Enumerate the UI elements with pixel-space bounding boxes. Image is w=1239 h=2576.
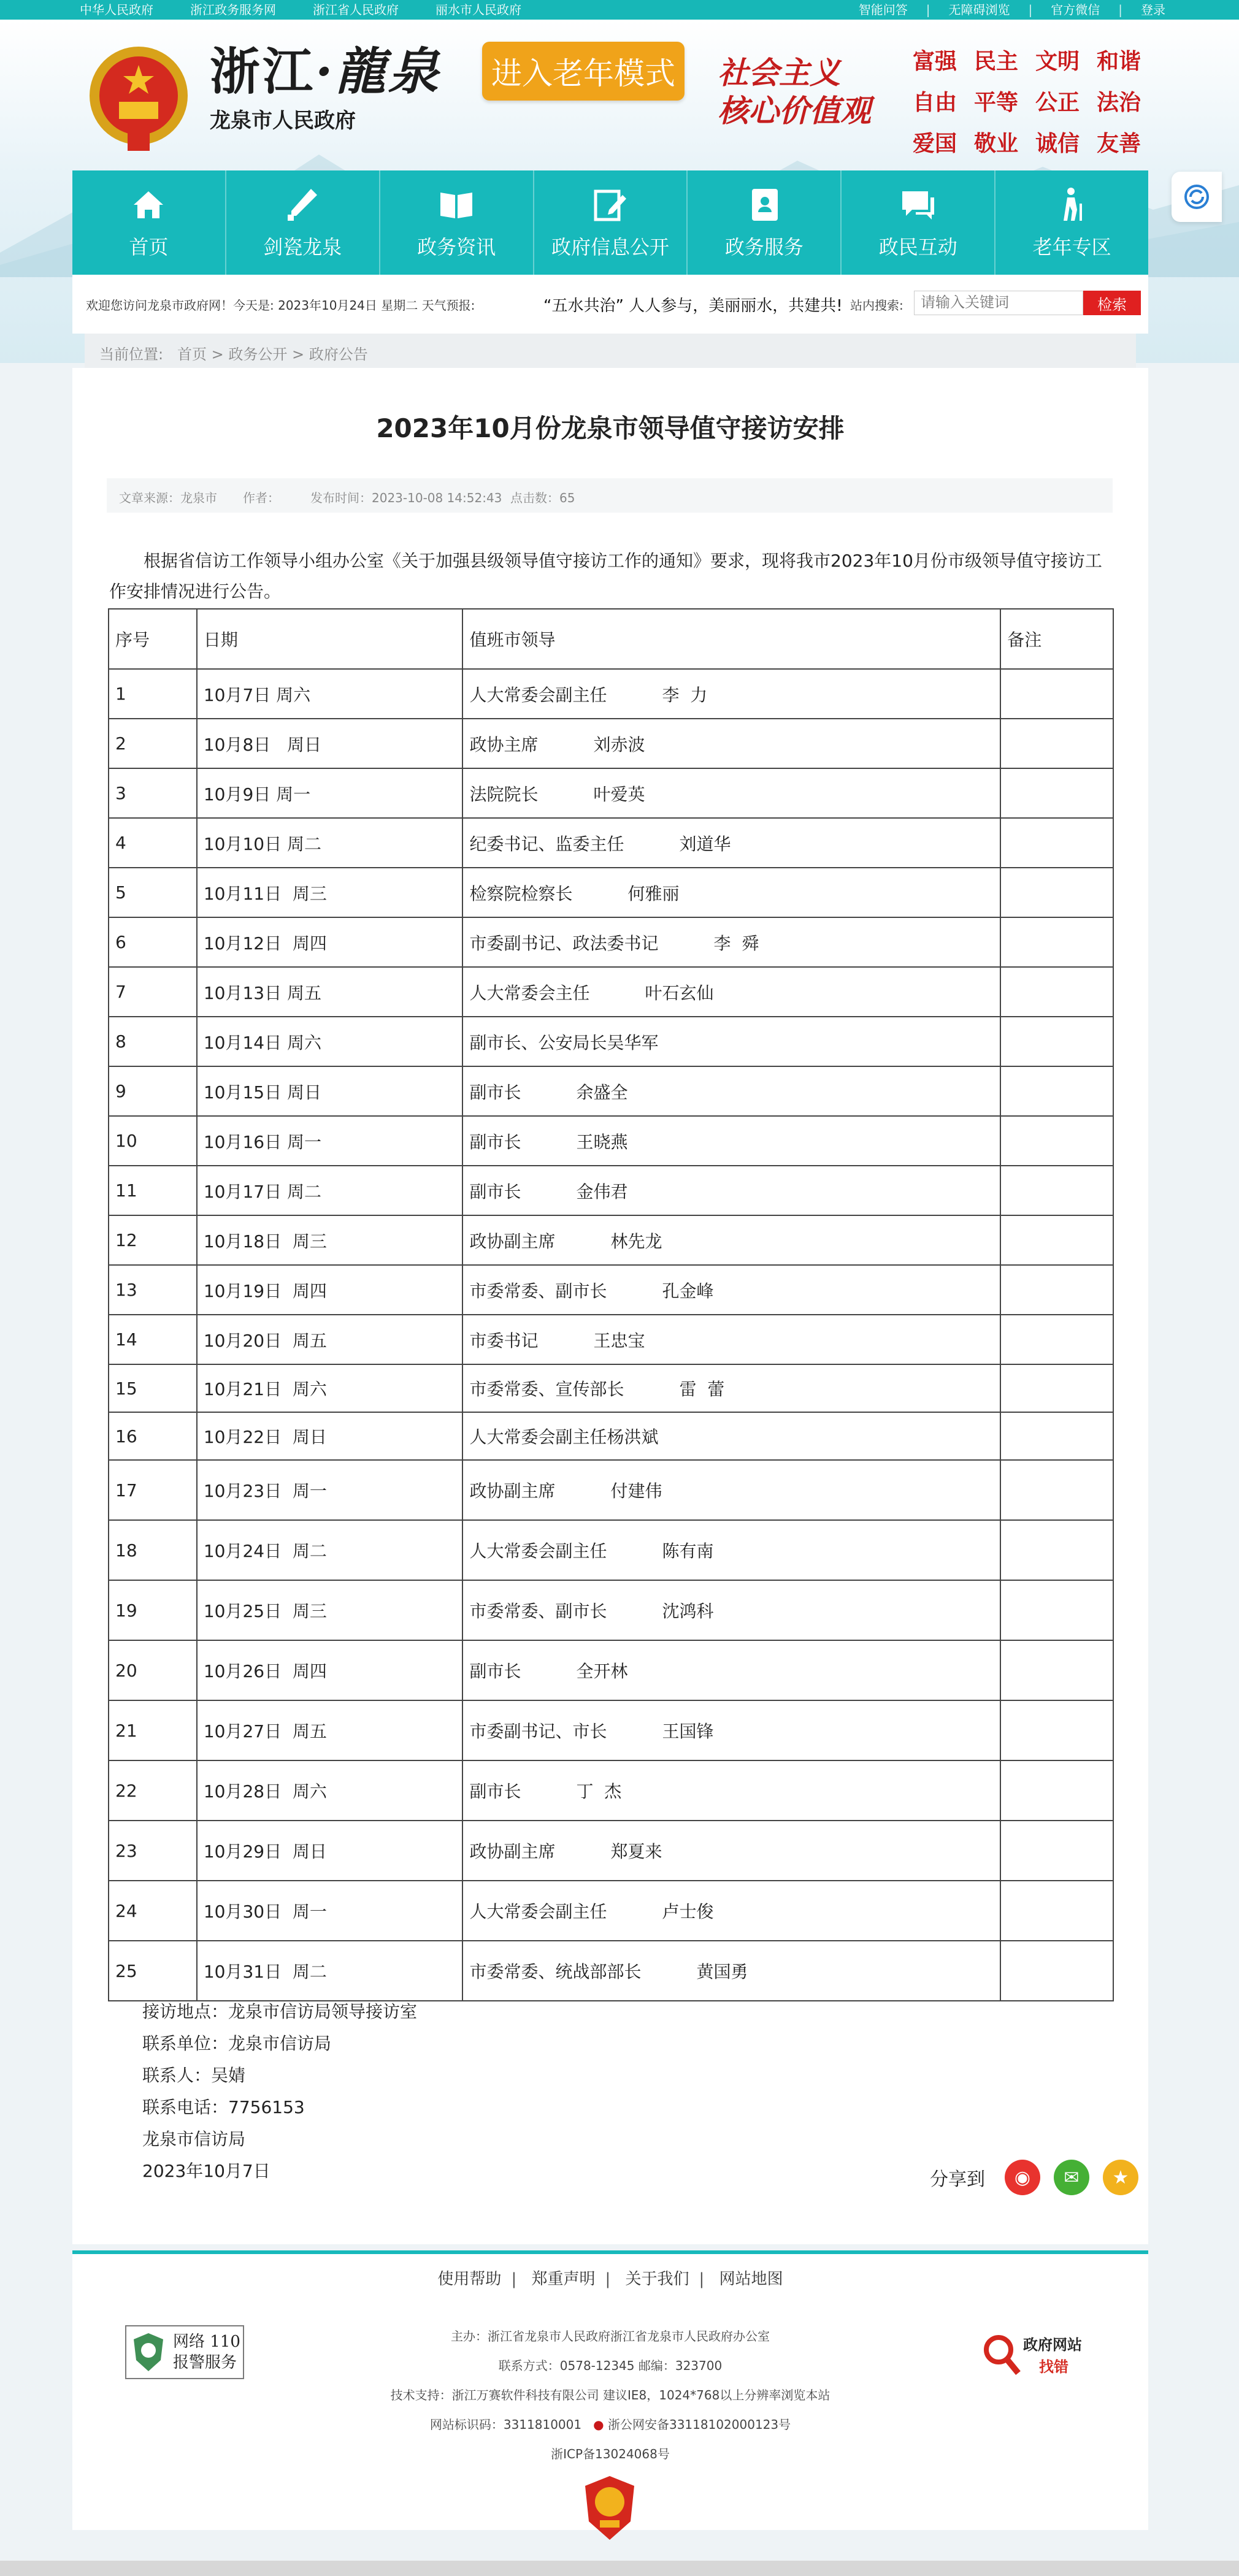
cell-date: 10月14日 周六 bbox=[197, 1017, 463, 1066]
share-label: 分享到 bbox=[930, 2169, 985, 2190]
leader-name: 沈鸿科 bbox=[662, 1601, 714, 1621]
cell-no: 24 bbox=[109, 1881, 197, 1941]
search-label: 站内搜索: bbox=[850, 298, 903, 313]
value-word: 文明 bbox=[1035, 49, 1080, 74]
cell-remark bbox=[1000, 1315, 1113, 1364]
cell-remark bbox=[1000, 1700, 1113, 1760]
article-title: 2023年10月份龙泉市领导值守接访安排 bbox=[376, 413, 845, 443]
nav-item-gov-service[interactable]: 政务服务 bbox=[688, 170, 842, 275]
top-bar bbox=[0, 0, 1239, 20]
table-row bbox=[109, 768, 1113, 818]
cell-no: 12 bbox=[109, 1215, 197, 1265]
value-word: 自由 bbox=[913, 90, 957, 115]
leader-name: 王国锋 bbox=[662, 1721, 714, 1741]
search-input[interactable] bbox=[914, 291, 1083, 315]
cell-leader bbox=[462, 967, 1000, 1017]
main-nav bbox=[72, 170, 1148, 275]
table-row bbox=[109, 1460, 1113, 1520]
gov-name: 龙泉市人民政府 bbox=[210, 109, 356, 133]
leader-name: 李 舜 bbox=[713, 933, 759, 954]
cell-no: 11 bbox=[109, 1166, 197, 1215]
leader-name: 付建伟 bbox=[610, 1481, 662, 1501]
leader-position: 政协副主席 bbox=[469, 1231, 556, 1252]
cell-date: 10月29日 周日 bbox=[197, 1821, 463, 1881]
site-logo-text: 浙江·龍泉 bbox=[210, 42, 441, 101]
table-row bbox=[109, 1215, 1113, 1265]
party-organization-icon[interactable] bbox=[581, 2475, 638, 2542]
table-row bbox=[109, 818, 1113, 868]
footer-sponsor: 主办：浙江省龙泉市人民政府浙江省龙泉市人民政府办公室 bbox=[451, 2329, 770, 2344]
chat-icon bbox=[899, 185, 938, 224]
cell-date: 10月17日 周二 bbox=[197, 1166, 463, 1215]
cell-leader bbox=[462, 868, 1000, 917]
share-bar bbox=[930, 2160, 1138, 2195]
duty-schedule-table bbox=[108, 608, 1114, 2001]
cell-no: 9 bbox=[109, 1066, 197, 1116]
leader-name: 郑夏来 bbox=[610, 1841, 662, 1862]
header-date: 日期 bbox=[197, 609, 463, 669]
cell-date: 10月9日 周一 bbox=[197, 768, 463, 818]
cell-date: 10月19日 周四 bbox=[197, 1265, 463, 1315]
cell-remark bbox=[1000, 1166, 1113, 1215]
welcome-text: 欢迎您访问龙泉市政府网！今天是: 2023年10月24日 星期二 天气预报: bbox=[86, 298, 475, 313]
top-link-zj-gov[interactable]: 浙江省人民政府 bbox=[313, 2, 399, 17]
table-body bbox=[109, 669, 1113, 2001]
top-link-lishui-gov[interactable]: 丽水市人民政府 bbox=[435, 2, 521, 17]
cell-no: 3 bbox=[109, 768, 197, 818]
top-links bbox=[80, 0, 521, 20]
leader-position: 人大常委会主任 bbox=[469, 982, 590, 1003]
top-right-links bbox=[859, 0, 1165, 20]
cell-leader bbox=[462, 1215, 1000, 1265]
home-icon bbox=[129, 185, 168, 224]
value-word: 公正 bbox=[1035, 90, 1080, 115]
footer-icp[interactable]: 浙ICP备13024068号 bbox=[551, 2447, 670, 2461]
cell-date: 10月10日 周二 bbox=[197, 818, 463, 868]
cell-remark bbox=[1000, 1580, 1113, 1640]
table-row bbox=[109, 1364, 1113, 1412]
cell-date: 10月26日 周四 bbox=[197, 1640, 463, 1700]
breadcrumb-separator: > bbox=[292, 346, 305, 363]
cell-date: 10月22日 周日 bbox=[197, 1412, 463, 1460]
cell-no: 13 bbox=[109, 1265, 197, 1315]
leader-name: 孔金峰 bbox=[662, 1280, 714, 1301]
breadcrumb-home[interactable]: 首页 bbox=[177, 346, 207, 363]
article-container bbox=[72, 368, 1148, 2244]
cell-no: 21 bbox=[109, 1700, 197, 1760]
value-word: 和谐 bbox=[1097, 49, 1141, 74]
cell-leader bbox=[462, 1364, 1000, 1412]
leader-position: 市委副书记、政法委书记 bbox=[469, 933, 659, 954]
contact-person: 联系人：吴婧 bbox=[142, 2065, 246, 2085]
cell-date: 10月13日 周五 bbox=[197, 967, 463, 1017]
table-row bbox=[109, 1760, 1113, 1821]
contact-location: 接访地点：龙泉市信访局领导接访室 bbox=[142, 2001, 418, 2022]
table-row bbox=[109, 1166, 1113, 1215]
table-row bbox=[109, 669, 1113, 719]
leader-position: 市委常委、统战部部长 bbox=[469, 1962, 642, 1982]
cell-no: 22 bbox=[109, 1760, 197, 1821]
contact-phone: 联系电话：7756153 bbox=[142, 2097, 305, 2117]
value-word: 友善 bbox=[1097, 131, 1141, 156]
table-row bbox=[109, 1066, 1113, 1116]
top-link-central-gov[interactable]: 中华人民政府 bbox=[80, 2, 153, 17]
leader-name: 王晓燕 bbox=[576, 1131, 628, 1152]
value-word: 法治 bbox=[1097, 90, 1141, 115]
book-icon bbox=[437, 185, 476, 224]
breadcrumb bbox=[85, 334, 1136, 368]
breadcrumb-disclosure[interactable]: 政务公开 bbox=[228, 346, 288, 363]
top-link-accessibility[interactable]: 无障碍浏览 bbox=[948, 2, 1010, 17]
article-meta bbox=[107, 478, 1113, 513]
leader-position: 法院院长 bbox=[469, 784, 539, 805]
info-bar bbox=[72, 275, 1148, 334]
cell-remark bbox=[1000, 1215, 1113, 1265]
leader-name: 刘道华 bbox=[679, 833, 731, 854]
core-values-slogan: 社会主义 核心价值观 bbox=[718, 55, 871, 129]
cell-remark bbox=[1000, 1941, 1113, 2001]
leader-name: 叶石玄仙 bbox=[645, 982, 714, 1003]
horizontal-scrollbar[interactable] bbox=[0, 2561, 1239, 2576]
cell-leader bbox=[462, 818, 1000, 868]
search-button[interactable]: 检索 bbox=[1083, 291, 1141, 315]
weibo-share-icon[interactable]: ◉ bbox=[1005, 2160, 1040, 2195]
leader-name: 余盛全 bbox=[576, 1082, 628, 1103]
value-word: 爱国 bbox=[913, 131, 957, 156]
leader-position: 市委副书记、市长 bbox=[469, 1721, 607, 1741]
separator: | bbox=[926, 2, 930, 17]
cell-date: 10月20日 周五 bbox=[197, 1315, 463, 1364]
table-row bbox=[109, 1265, 1113, 1315]
leader-position: 副市长 bbox=[469, 1082, 521, 1103]
leader-name: 王忠宝 bbox=[593, 1330, 645, 1351]
wechat-share-icon[interactable]: ✉ bbox=[1054, 2160, 1089, 2195]
table-row bbox=[109, 1315, 1113, 1364]
table-row bbox=[109, 1881, 1113, 1941]
leader-position: 副市长、公安局长吴华军 bbox=[469, 1032, 659, 1053]
cell-leader bbox=[462, 719, 1000, 768]
cell-leader bbox=[462, 669, 1000, 719]
leader-position: 人大常委会副主任 bbox=[469, 1901, 607, 1922]
sword-icon bbox=[283, 185, 322, 224]
table-row bbox=[109, 1017, 1113, 1066]
nav-item-interaction[interactable]: 政民互动 bbox=[842, 170, 995, 275]
table-row bbox=[109, 1640, 1113, 1700]
footer-police-record[interactable]: 浙公网安备33118102000123号 bbox=[607, 2417, 791, 2432]
cell-no: 17 bbox=[109, 1460, 197, 1520]
leader-name: 何雅丽 bbox=[627, 883, 680, 904]
footer-id-row bbox=[72, 2410, 1148, 2439]
accessibility-float-button[interactable] bbox=[1172, 172, 1222, 222]
search-magnifier-icon bbox=[980, 2329, 1023, 2378]
top-link-login[interactable]: 登录 bbox=[1141, 2, 1165, 17]
breadcrumb-announcement[interactable]: 政府公告 bbox=[309, 346, 368, 363]
leader-position: 副市长 bbox=[469, 1181, 521, 1202]
article-intro: 根据省信访工作领导小组办公室《关于加强县级领导值守接访工作的通知》要求，现将我市2023年10月份市级领导值守接访工作安排情况进行公告。 bbox=[109, 551, 1102, 602]
cell-no: 7 bbox=[109, 967, 197, 1017]
cell-date: 10月23日 周一 bbox=[197, 1460, 463, 1520]
table-header-row bbox=[109, 609, 1113, 669]
leader-position: 检察院检察长 bbox=[469, 883, 573, 904]
separator: | bbox=[1028, 2, 1033, 17]
leader-position: 政协副主席 bbox=[469, 1481, 556, 1501]
value-word: 富强 bbox=[913, 49, 957, 74]
footer-link-sitemap[interactable]: 网站地图 bbox=[719, 2270, 783, 2288]
police-110-badge[interactable]: 网络 110 报警服务 bbox=[125, 2325, 244, 2379]
top-link-zj-service[interactable]: 浙江政务服务网 bbox=[190, 2, 276, 17]
footer-site-id: 网站标识码：3311810001 bbox=[429, 2417, 582, 2432]
leader-position: 人大常委会副主任 bbox=[469, 684, 607, 705]
leader-position: 市委常委、宣传部长 bbox=[469, 1379, 624, 1399]
cell-remark bbox=[1000, 1066, 1113, 1116]
breadcrumb-separator: > bbox=[211, 346, 224, 363]
cell-no: 16 bbox=[109, 1412, 197, 1460]
footer-link-statement[interactable]: 郑重声明 bbox=[531, 2270, 596, 2288]
cell-remark bbox=[1000, 1017, 1113, 1066]
refresh-icon bbox=[1182, 182, 1211, 212]
table-row bbox=[109, 1580, 1113, 1640]
cell-no: 15 bbox=[109, 1364, 197, 1412]
leader-position: 人大常委会副主任 bbox=[469, 1541, 607, 1561]
table-row bbox=[109, 868, 1113, 917]
cell-date: 10月16日 周一 bbox=[197, 1116, 463, 1166]
cell-remark bbox=[1000, 1520, 1113, 1580]
issue-date: 2023年10月7日 bbox=[142, 2161, 270, 2181]
leader-position: 市委常委、副市长 bbox=[469, 1601, 607, 1621]
footer-link-about[interactable]: 关于我们 bbox=[625, 2270, 689, 2288]
leader-name: 林先龙 bbox=[610, 1231, 662, 1252]
value-word: 敬业 bbox=[974, 131, 1019, 156]
leader-name: 全开林 bbox=[576, 1661, 628, 1681]
table-row bbox=[109, 917, 1113, 967]
national-emblem-icon bbox=[85, 40, 193, 157]
police-record-icon: ● bbox=[593, 2417, 604, 2432]
leader-position: 副市长 bbox=[469, 1131, 521, 1152]
leader-name: 雷 蕾 bbox=[679, 1379, 725, 1399]
meta-clicks: 点击数：65 bbox=[510, 491, 575, 505]
meta-source: 文章来源：龙泉市 bbox=[119, 491, 217, 505]
cell-no: 2 bbox=[109, 719, 197, 768]
cell-remark bbox=[1000, 1116, 1113, 1166]
cell-no: 14 bbox=[109, 1315, 197, 1364]
cell-leader bbox=[462, 1881, 1000, 1941]
cell-no: 18 bbox=[109, 1520, 197, 1580]
top-link-wechat[interactable]: 官方微信 bbox=[1051, 2, 1100, 17]
nav-item-elder-zone[interactable]: 老年专区 bbox=[995, 170, 1148, 275]
elder-mode-button[interactable]: 进入老年模式 bbox=[482, 42, 685, 101]
cell-no: 6 bbox=[109, 917, 197, 967]
cell-date: 10月21日 周六 bbox=[197, 1364, 463, 1412]
cell-remark bbox=[1000, 1881, 1113, 1941]
news-ticker[interactable]: “五水共治” 人人参与，美丽丽水，共建共! bbox=[543, 297, 843, 315]
leader-name: 黄国勇 bbox=[696, 1962, 748, 1982]
footer bbox=[72, 2250, 1148, 2530]
leader-position: 政协副主席 bbox=[469, 1841, 556, 1862]
cell-leader bbox=[462, 768, 1000, 818]
nav-item-news[interactable]: 政务资讯 bbox=[380, 170, 534, 275]
cell-remark bbox=[1000, 768, 1113, 818]
cell-date: 10月24日 周二 bbox=[197, 1520, 463, 1580]
value-word: 平等 bbox=[974, 90, 1019, 115]
cell-remark bbox=[1000, 1412, 1113, 1460]
nav-item-home[interactable]: 首页 bbox=[72, 170, 226, 275]
leader-position: 副市长 bbox=[469, 1781, 521, 1802]
cell-date: 10月12日 周四 bbox=[197, 917, 463, 967]
cell-leader bbox=[462, 1760, 1000, 1821]
cell-date: 10月8日 周日 bbox=[197, 719, 463, 768]
leader-position: 副市长 bbox=[469, 1661, 521, 1681]
cell-date: 10月27日 周五 bbox=[197, 1700, 463, 1760]
cell-no: 10 bbox=[109, 1116, 197, 1166]
cell-leader bbox=[462, 1941, 1000, 2001]
cell-remark bbox=[1000, 1640, 1113, 1700]
cell-date: 10月15日 周日 bbox=[197, 1066, 463, 1116]
cell-date: 10月11日 周三 bbox=[197, 868, 463, 917]
footer-tech: 技术支持：浙江万赛软件科技有限公司 建议IE8，1024*768以上分辨率浏览本站 bbox=[390, 2388, 830, 2402]
cell-leader bbox=[462, 1265, 1000, 1315]
table-row bbox=[109, 1116, 1113, 1166]
cell-remark bbox=[1000, 1460, 1113, 1520]
table-row bbox=[109, 1941, 1113, 2001]
cell-leader bbox=[462, 1017, 1000, 1066]
cell-no: 4 bbox=[109, 818, 197, 868]
contact-book-icon bbox=[745, 185, 784, 224]
value-word: 诚信 bbox=[1035, 131, 1080, 156]
cell-no: 8 bbox=[109, 1017, 197, 1066]
leader-position: 人大常委会副主任杨洪斌 bbox=[469, 1427, 659, 1447]
cell-date: 10月25日 周三 bbox=[197, 1580, 463, 1640]
leader-name: 李 力 bbox=[662, 684, 708, 705]
separator: | bbox=[1118, 2, 1122, 17]
cell-remark bbox=[1000, 669, 1113, 719]
cell-leader bbox=[462, 1066, 1000, 1116]
cell-no: 1 bbox=[109, 669, 197, 719]
cell-remark bbox=[1000, 967, 1113, 1017]
cell-remark bbox=[1000, 1364, 1113, 1412]
cell-leader bbox=[462, 1460, 1000, 1520]
table-row bbox=[109, 967, 1113, 1017]
contact-unit: 联系单位：龙泉市信访局 bbox=[142, 2033, 332, 2054]
leader-position: 市委常委、副市长 bbox=[469, 1280, 607, 1301]
header-no: 序号 bbox=[109, 609, 197, 669]
table-row bbox=[109, 1412, 1113, 1460]
meta-author: 作者： bbox=[243, 491, 280, 505]
top-link-qa[interactable]: 智能问答 bbox=[858, 2, 908, 17]
cell-remark bbox=[1000, 1821, 1113, 1881]
cell-no: 19 bbox=[109, 1580, 197, 1640]
table-row bbox=[109, 1520, 1113, 1580]
value-word: 民主 bbox=[974, 49, 1019, 74]
cell-remark bbox=[1000, 917, 1113, 967]
cell-date: 10月18日 周三 bbox=[197, 1215, 463, 1265]
table-row bbox=[109, 719, 1113, 768]
cell-remark bbox=[1000, 818, 1113, 868]
issuer: 龙泉市信访局 bbox=[142, 2129, 246, 2149]
header-remark: 备注 bbox=[1000, 609, 1113, 669]
nav-item-info-disclosure[interactable]: 政府信息公开 bbox=[534, 170, 688, 275]
leader-position: 市委书记 bbox=[469, 1330, 539, 1351]
leader-name: 丁 杰 bbox=[576, 1781, 622, 1802]
cell-remark bbox=[1000, 719, 1113, 768]
cell-leader bbox=[462, 1821, 1000, 1881]
nav-item-jianci-longquan[interactable]: 剑瓷龙泉 bbox=[226, 170, 380, 275]
breadcrumb-prefix: 当前位置: bbox=[99, 346, 164, 363]
cell-date: 10月7日 周六 bbox=[197, 669, 463, 719]
leader-name: 金伟君 bbox=[576, 1181, 628, 1202]
leader-position: 纪委书记、监委主任 bbox=[469, 833, 624, 854]
contact-info-block bbox=[142, 1996, 417, 2187]
find-error-badge[interactable]: 政府网站 找错 bbox=[980, 2326, 1097, 2382]
cell-leader bbox=[462, 917, 1000, 967]
qzone-share-icon[interactable]: ★ bbox=[1103, 2160, 1138, 2195]
leader-name: 卢士俊 bbox=[662, 1901, 714, 1922]
cell-remark bbox=[1000, 868, 1113, 917]
footer-links: 使用帮助 | 郑重声明 | 关于我们 | 网站地图 bbox=[437, 2270, 783, 2288]
cell-leader bbox=[462, 1116, 1000, 1166]
cell-no: 20 bbox=[109, 1640, 197, 1700]
cell-leader bbox=[462, 1640, 1000, 1700]
cell-leader bbox=[462, 1580, 1000, 1640]
footer-contact: 联系方式：0578-12345 邮编：323700 bbox=[498, 2358, 723, 2373]
cell-date: 10月28日 周六 bbox=[197, 1760, 463, 1821]
cell-date: 10月31日 周二 bbox=[197, 1941, 463, 2001]
cell-no: 5 bbox=[109, 868, 197, 917]
cell-leader bbox=[462, 1700, 1000, 1760]
header-leader: 值班市领导 bbox=[462, 609, 1000, 669]
leader-name: 叶爱英 bbox=[593, 784, 645, 805]
edit-icon bbox=[591, 185, 630, 224]
cell-no: 23 bbox=[109, 1821, 197, 1881]
leader-name: 陈有南 bbox=[662, 1541, 714, 1561]
cell-leader bbox=[462, 1315, 1000, 1364]
table-row bbox=[109, 1700, 1113, 1760]
elder-icon bbox=[1053, 185, 1092, 224]
core-values-grid bbox=[913, 44, 1158, 158]
footer-link-help[interactable]: 使用帮助 bbox=[437, 2270, 502, 2288]
cell-no: 25 bbox=[109, 1941, 197, 2001]
cell-leader bbox=[462, 1412, 1000, 1460]
cell-leader bbox=[462, 1166, 1000, 1215]
meta-time: 发布时间：2023-10-08 14:52:43 bbox=[310, 491, 502, 505]
cell-remark bbox=[1000, 1265, 1113, 1315]
cell-remark bbox=[1000, 1760, 1113, 1821]
site-name bbox=[210, 44, 441, 134]
cell-date: 10月30日 周一 bbox=[197, 1881, 463, 1941]
leader-position: 政协主席 bbox=[469, 734, 539, 755]
cell-leader bbox=[462, 1520, 1000, 1580]
table-row bbox=[109, 1821, 1113, 1881]
leader-name: 刘赤波 bbox=[593, 734, 645, 755]
